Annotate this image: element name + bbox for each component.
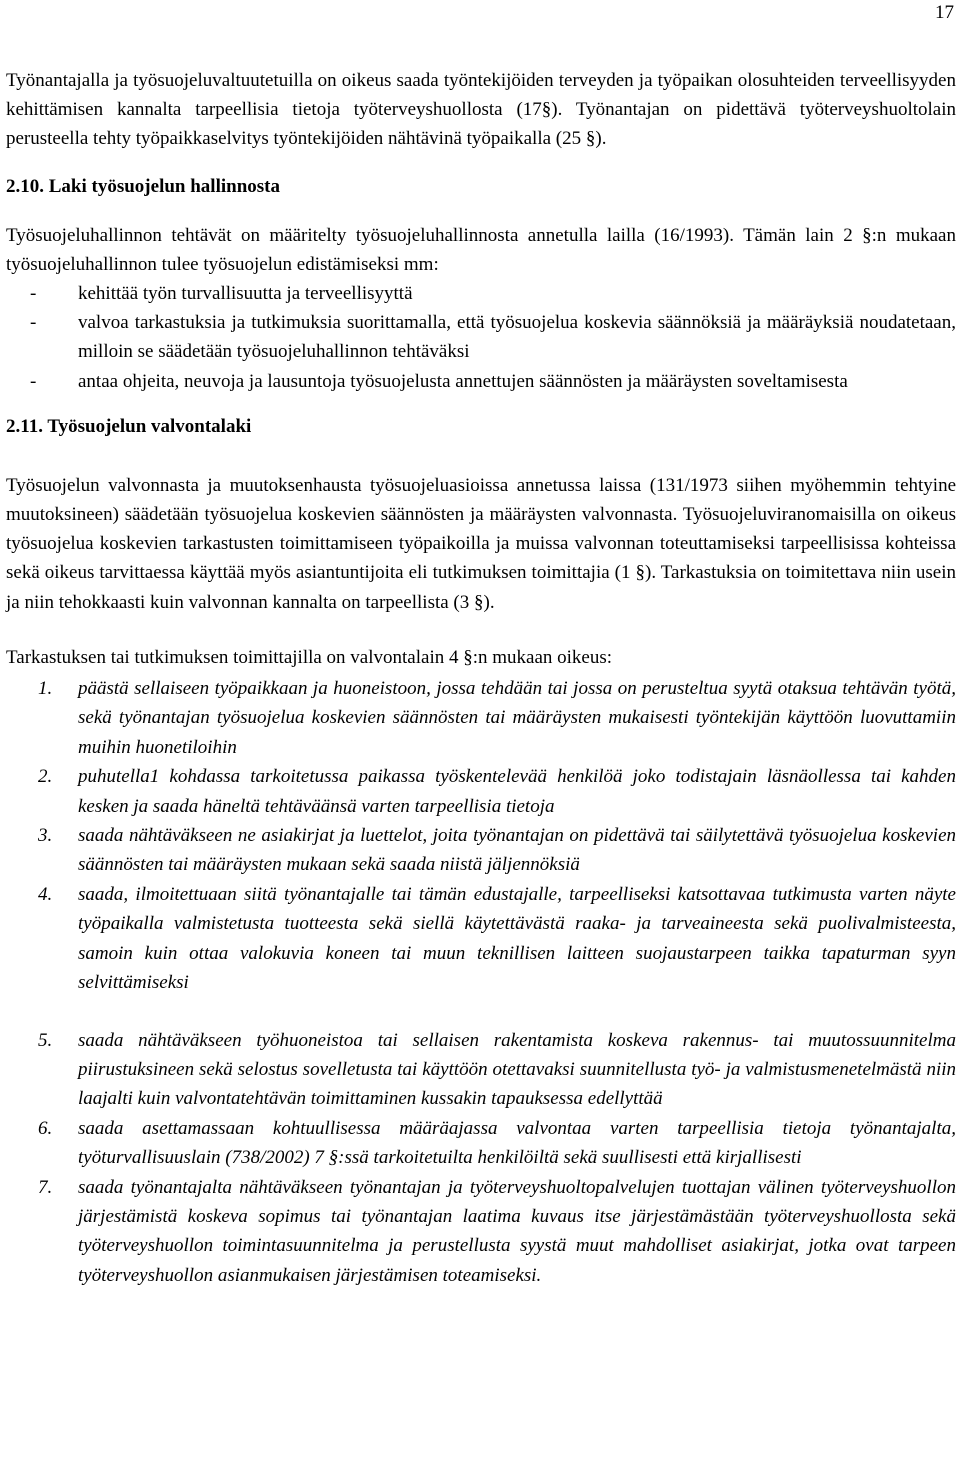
list-item-text: saada asettamassaan kohtuullisessa määräajassa valvontaa varten tarpeellisia tietoja työnantajalta, työturvallisuuslain (738/2002) 7 §:ssä tarkoitetuilta henkilöiltä sekä suullisesti että kirjallisesti (78, 1117, 956, 1169)
list-item (6, 1026, 956, 1114)
list-item-text: saada, ilmoitettuaan siitä työnantajalle tai tämän edustajalle, tarpeelliseksi katsottavaa tutkimusta varten näyte työpaikalla valmistetusta tuotteesta sekä siellä käytettävästä raaka- ja tarveaineesta sekä puolivalmisteesta, samoin kuin ottaa valokuvia koneen tai muun teknillisen laitteen suojaustarpeen taikka tapaturman syyn selvittämiseksi (78, 883, 956, 994)
section-2-11-paragraph: Työsuojelun valvonnasta ja muutoksenhausta työsuojeluasioissa annetussa laissa (131/1973 siihen myöhemmin tehtyine muutoksineen) säädetään työsuojelua koskevien säännösten ja määräysten valvonnasta. Työsuojeluviranomaisilla on oikeus työsuojelua koskevien tarkastusten toimittamiseen työpaikoilla ja muissa valvonnan toteuttamiseksi tarpeellisissa kohteissa sekä oikeus tarvittaessa käyttää myös asiantuntijoita eli tutkimuksen toimittajia (1 §). Tarkastuksia on toimitettava niin usein ja niin tehokkaasti kuin valvonnan kannalta on tarpeellista (3 §). (6, 474, 956, 613)
list-marker: - (30, 312, 37, 334)
list-item-text: valvoa tarkastuksia ja tutkimuksia suorittamalla, että työsuojelua koskevia säännöksiä ja määräyksiä noudatetaan, milloin se säädetään työsuojeluhallinnon tehtäväksi (78, 312, 956, 363)
list-item (6, 279, 956, 308)
document-body (6, 66, 956, 1290)
numbered-list-intro: Tarkastuksen tai tutkimuksen toimittajilla on valvontalain 4 §:n mukaan oikeus: (6, 646, 613, 668)
list-item (6, 821, 956, 880)
list-item (6, 762, 956, 821)
list-marker: 5. (38, 1029, 53, 1051)
list-marker: 4. (38, 883, 53, 905)
list-marker: 7. (38, 1176, 53, 1198)
section-2-10-paragraph: Työsuojeluhallinnon tehtävät on määritelty työsuojeluhallinnosta annetulla lailla (16/1993). Tämän lain 2 §:n mukaan työsuojeluhallinnon tulee työsuojelun edistämiseksi mm: (6, 224, 956, 275)
list-item-text: saada työnantajalta nähtäväkseen työnantajan ja työterveyshuoltopalvelujen tuottajan välinen työterveyshuollon järjestämistä koskeva sopimus tai työnantajan laatima kuvaus itse järjestämästään työterveyshuollosta sekä työterveyshuollon toimintasuunnitelma ja perustellusta syystä muut mahdolliset asiakirjat, jotka ovat tarpeen työterveyshuollon asianmukaisen järjestämisen toteamiseksi. (78, 1176, 956, 1286)
list-item (6, 367, 956, 396)
dash-list (6, 279, 956, 396)
list-marker: 6. (38, 1117, 53, 1139)
list-marker: 3. (38, 825, 53, 847)
list-item (6, 880, 956, 998)
list-item (6, 1173, 956, 1291)
list-item (6, 674, 956, 762)
list-item-text: päästä sellaiseen työpaikkaan ja huoneistoon, jossa tehdään tai jossa on perusteltua syytä otaksua tehtävän työtä, sekä työnantajan työsuojelua koskevien säännösten tai määräysten mukaisesti työntekijän käyttöön luovuttamiin muihin huonetiloihin (78, 678, 956, 758)
list-marker: - (30, 370, 37, 392)
section-2-11-heading: 2.11. Työsuojelun valvontalaki (6, 415, 252, 437)
list-item-text: saada nähtäväkseen ne asiakirjat ja luettelot, joita työnantajan on pidettävä tai säilytettävä työsuojelua koskevien säännösten tai määräysten mukaan sekä saada niistä jäljennöksiä (78, 825, 956, 876)
list-marker: - (30, 283, 37, 305)
list-item (6, 308, 956, 366)
list-marker: 2. (38, 766, 53, 788)
list-item-text: saada nähtäväkseen työhuoneistoa tai sellaisen rakentamista koskeva rakennus- tai muutossuunnitelma piirustuksineen sekä selostus sovelletusta tai käyttöön otettavaksi suunnitellusta työ- ja valmistusmenetelmästä niin laajalti kuin valvontatehtävän toimittaminen kussakin tapauksessa edellyttää (78, 1029, 956, 1110)
numbered-list (6, 674, 956, 1290)
list-item-text: puhutella1 kohdassa tarkoitetussa paikassa työskentelevää henkilöä joko todistajain läsnäollessa tai kahden kesken ja saada häneltä tehtäväänsä varten tarpeellisia tietoja (78, 766, 956, 817)
intro-paragraph: Työnantajalla ja työsuojeluvaltuutetuilla on oikeus saada työntekijöiden terveyden ja työpaikan olosuhteiden terveellisyyden kehittämisen kannalta tarpeellisia tietoja työterveyshuollosta (17§). Työnantajan on pidettävä työterveyshuoltolain perusteella tehty työpaikkaselvitys työntekijöiden nähtävinä työpaikalla (25 §). (6, 70, 956, 150)
section-2-10-heading: 2.10. Laki työsuojelun hallinnosta (6, 175, 280, 197)
page-number: 17 (935, 2, 954, 23)
list-item-text: kehittää työn turvallisuutta ja terveellisyyttä (78, 283, 413, 305)
list-item-text: antaa ohjeita, neuvoja ja lausuntoja työsuojelusta annettujen säännösten ja määräysten soveltamisesta (78, 370, 848, 392)
list-item (6, 1114, 956, 1173)
list-marker: 1. (38, 678, 53, 700)
